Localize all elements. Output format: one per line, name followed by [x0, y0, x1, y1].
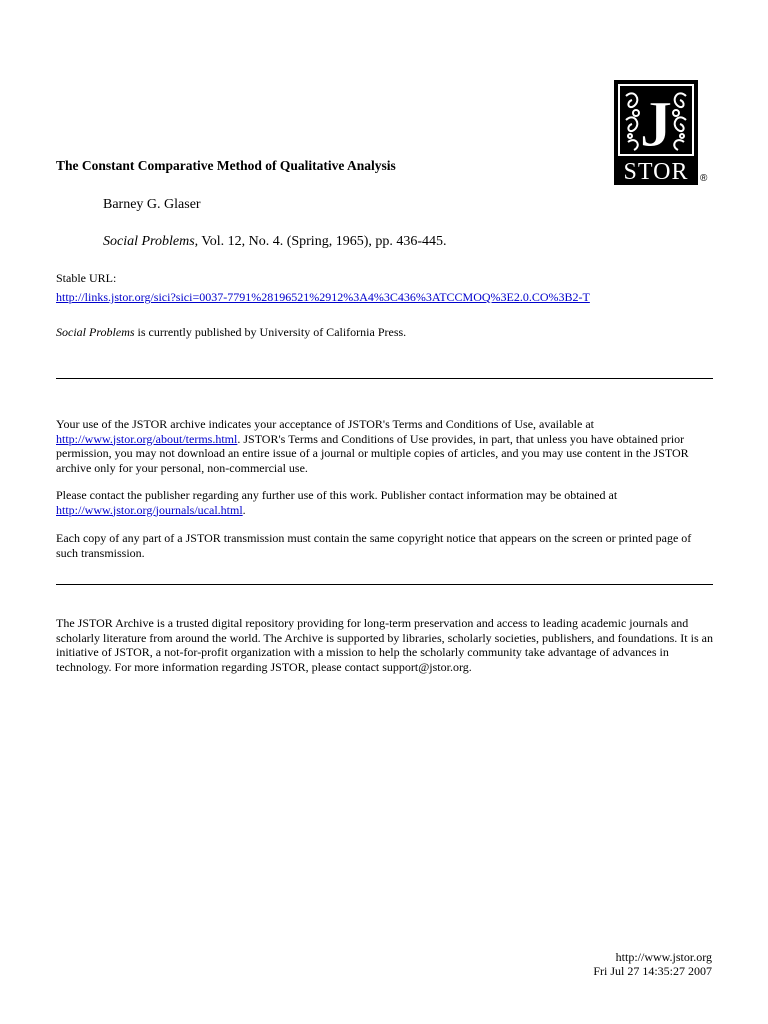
journal-name: Social Problems: [103, 234, 195, 249]
publisher-contact-paragraph: [56, 488, 716, 517]
divider-bottom: [56, 584, 713, 585]
copyright-notice-paragraph: Each copy of any part of a JSTOR transmission must contain the same copyright notice that appears on the screen or printed page of such transmission.: [56, 531, 692, 560]
terms-text-b: . JSTOR's Terms and Conditions of Use provides, in part, that unless you have obtained prior permission, you may not download an entire issue of a journal or multiple copies of articles, and you may use content in the JSTOR archive only for your personal, non-commercial use.: [56, 431, 689, 475]
stable-url-label: Stable URL:: [56, 271, 117, 285]
divider-top: [56, 378, 713, 379]
footer-timestamp: Fri Jul 27 14:35:27 2007: [593, 964, 712, 978]
citation-details: , Vol. 12, No. 4. (Spring, 1965), pp. 436-445.: [194, 234, 447, 249]
publisher-text: is currently published by University of California Press.: [134, 325, 407, 339]
article-citation: [103, 234, 447, 250]
archive-paragraph: The JSTOR Archive is a trusted digital repository providing for long-term preservation and access to leading academic journals and scholarly literature from around the world. The Archive is supported by libraries, scholarly societies, publishers, and foundations. It is an initiative of JSTOR, a not-for-profit organization with a mission to help the scholarly community take advantage of advances in technology. For more information regarding JSTOR, please contact support@jstor.org.: [56, 616, 713, 674]
stable-url-link[interactable]: http://links.jstor.org/sici?sici=0037-7791%28196521%2912%3A4%3C436%3ATCCMOQ%3E2.0.CO%3B2-T: [56, 290, 590, 304]
publisher-line: [56, 325, 406, 340]
logo-text: STOR: [623, 159, 689, 185]
terms-paragraph: [56, 417, 716, 475]
publisher-contact-text: Please contact the publisher regarding any further use of this work. Publisher contact information may be obtained at: [56, 488, 618, 502]
publisher-contact-period: .: [242, 502, 246, 517]
footer: [593, 950, 712, 978]
article-author: Barney G. Glaser: [103, 197, 201, 212]
terms-text-a: Your use of the JSTOR archive indicates your acceptance of JSTOR's Terms and Conditions of Use, available at: [56, 417, 594, 431]
publisher-contact-link[interactable]: http://www.jstor.org/journals/ucal.html: [56, 502, 243, 517]
publisher-journal-name: Social Problems: [56, 325, 135, 339]
footer-url: http://www.jstor.org: [615, 950, 712, 964]
article-title: The Constant Comparative Method of Qualitative Analysis: [56, 158, 396, 173]
jstor-logo: [614, 80, 698, 185]
registered-mark: ®: [700, 173, 708, 184]
svg-text:J: J: [639, 88, 673, 161]
terms-link[interactable]: http://www.jstor.org/about/terms.html: [56, 431, 238, 446]
